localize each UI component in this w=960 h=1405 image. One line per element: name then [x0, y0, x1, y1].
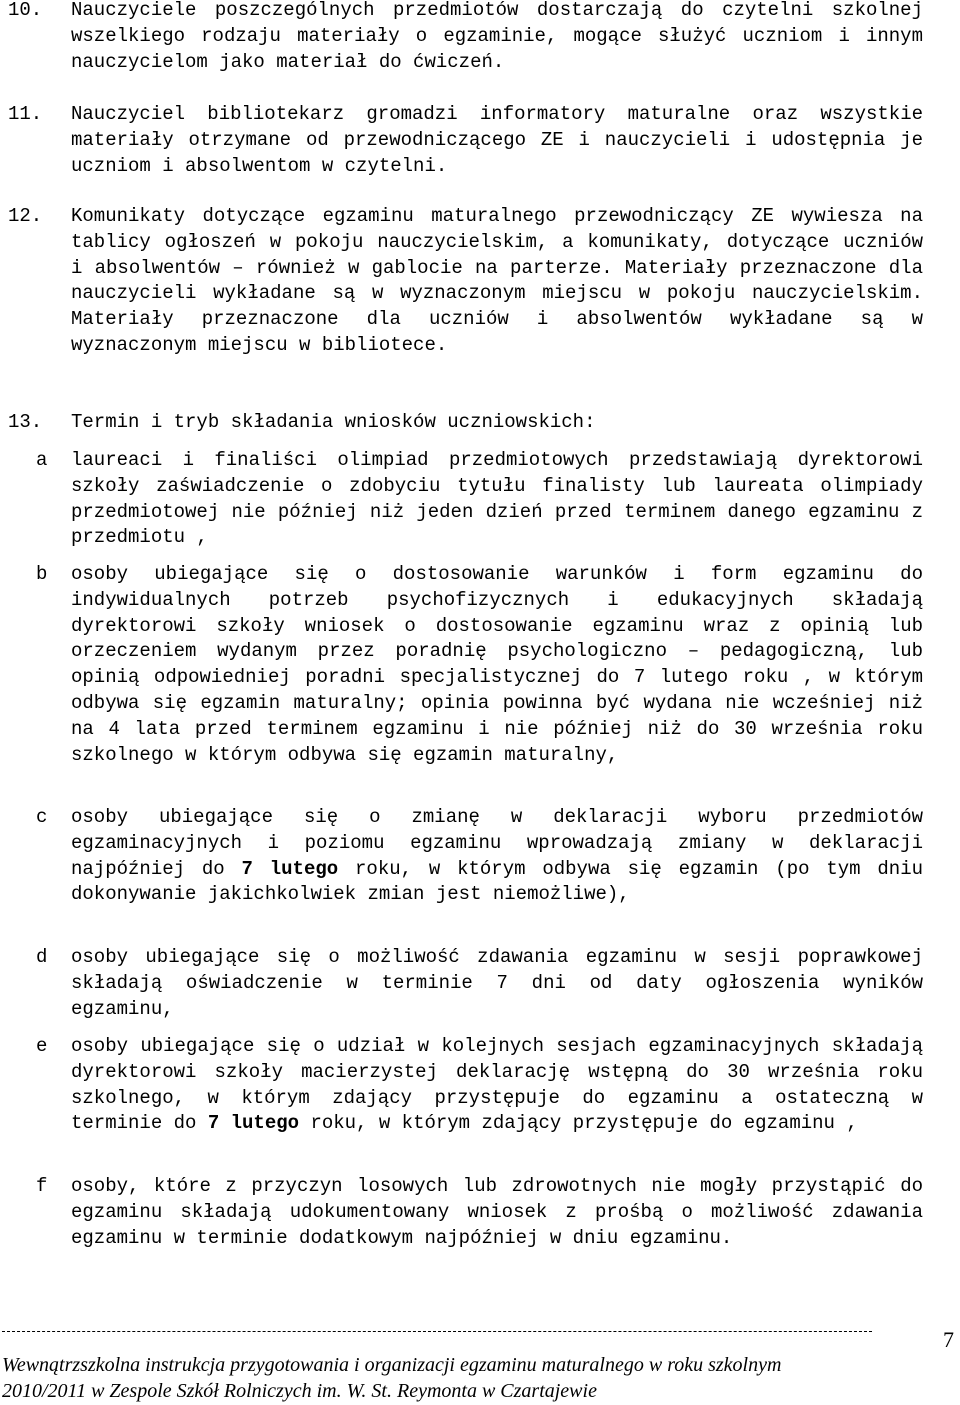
footer-divider — [2, 1331, 872, 1332]
page-number: 7 — [943, 1327, 954, 1352]
item-text — [71, 805, 923, 908]
item-text-pre: osoby ubiegające się o zmianę w deklaracji wyboru przedmiotów egzaminacyjnych i poziomu egzaminu wprowadzają zmiany w deklaracji najpóźniej do — [71, 806, 923, 880]
section-number: 11. — [8, 103, 43, 125]
section-text: Nauczyciel bibliotekarz gromadzi informatory maturalne oraz wszystkie materiały otrzymane od przewodniczącego ZE i nauczycieli i udostępnia je uczniom i absolwentom w czytelni. — [71, 103, 923, 177]
section-text: Termin i tryb składania wniosków uczniowskich: — [71, 411, 596, 433]
item-text: osoby ubiegające się o możliwość zdawania egzaminu w sesji poprawkowej składają oświadczenie w terminie 7 dni od daty ogłoszenia wyników egzaminu, — [71, 946, 923, 1020]
item-text: osoby, które z przyczyn losowych lub zdrowotnych nie mogły przystąpić do egzaminu składają udokumentowany wniosek z prośbą o możliwość zdawania egzaminu w terminie dodatkowym najpóźniej w dniu egzaminu. — [71, 1175, 923, 1249]
section-12 — [8, 204, 923, 359]
item-text-pre: osoby ubiegające się o udział w kolejnych sesjach egzaminacyjnych składają dyrektorowi szkoły macierzystej deklarację wstępną do 30 września roku szkolnego, w którym zdający przystępuje do egzaminu a ostateczną w terminie do — [71, 1035, 923, 1135]
item-letter: e — [36, 1035, 48, 1057]
section-text: Nauczyciele poszczególnych przedmiotów dostarczają do czytelni szkolnej wszelkiego rodzaju materiały o egzaminie, mogące służyć uczniom i innym nauczycielom jako materiał do ćwiczeń. — [71, 0, 923, 73]
item-text — [71, 1034, 923, 1137]
footer — [2, 1352, 902, 1404]
item-text: osoby ubiegające się o dostosowanie warunków i form egzaminu do indywidualnych potrzeb psychofizycznych i edukacyjnych składają dyrektorowi szkoły wniosek o dostosowanie egzaminu wraz z opinią lub orzeczeniem wydanym przez poradnię psychologiczno – pedagogiczną, lub opinią odpowiedniej poradni specjalistycznej do 7 lutego roku , w którym odbywa się egzamin maturalny; opinia powinna być wydana nie wcześniej niż na 4 lata przed terminem egzaminu i nie później niż do 30 września roku szkolnego w którym odbywa się egzamin maturalny, — [71, 563, 923, 766]
item-letter: a — [36, 449, 48, 471]
list-item-a — [36, 448, 923, 551]
section-11 — [8, 102, 923, 179]
item-text-bold: 7 lutego — [241, 857, 339, 880]
section-13 — [8, 410, 923, 436]
item-letter: c — [36, 806, 48, 828]
list-item-f — [36, 1174, 923, 1251]
section-text: Komunikaty dotyczące egzaminu maturalnego przewodniczący ZE wywiesza na tablicy ogłoszeń w pokoju nauczycielskim, a komunikaty, dotyczące uczniów i absolwentów – również w gablocie na parterze. Materiały przeznaczone dla nauczycieli wykładane są w wyznaczonym miejscu w pokoju nauczycielskim. Materiały przeznaczone dla uczniów i absolwentów wykładane są w wyznaczonym miejscu w bibliotece. — [71, 205, 923, 356]
item-text-post: roku, w którym odbywa się egzamin (po tym dniu dokonywanie jakichkolwiek zmian jest niemożliwe), — [71, 857, 923, 906]
item-text-post: roku, w którym zdający przystępuje do egzaminu , — [299, 1112, 858, 1135]
list-item-d — [36, 945, 923, 1022]
section-number: 13. — [8, 411, 43, 433]
item-letter: d — [36, 946, 48, 968]
section-number: 10. — [8, 0, 43, 21]
footer-line-1: Wewnątrzszkolna instrukcja przygotowania i organizacji egzaminu maturalnego w roku szkolnym — [2, 1354, 782, 1376]
list-item-b — [36, 562, 923, 768]
item-text-bold: 7 lutego — [207, 1112, 300, 1135]
list-item-c — [36, 805, 923, 908]
section-number: 12. — [8, 205, 43, 227]
section-10 — [8, 0, 923, 75]
list-item-e — [36, 1034, 923, 1137]
item-letter: f — [36, 1175, 48, 1197]
item-letter: b — [36, 563, 48, 585]
footer-line-2: 2010/2011 w Zespole Szkół Rolniczych im. W. St. Reymonta w Czartajewie — [2, 1380, 597, 1402]
item-text: laureaci i finaliści olimpiad przedmiotowych przedstawiają dyrektorowi szkoły zaświadczenie o zdobyciu tytułu finalisty lub laureata olimpiady przedmiotowej nie później niż jeden dzień przed terminem danego egzaminu z przedmiotu , — [71, 449, 923, 549]
